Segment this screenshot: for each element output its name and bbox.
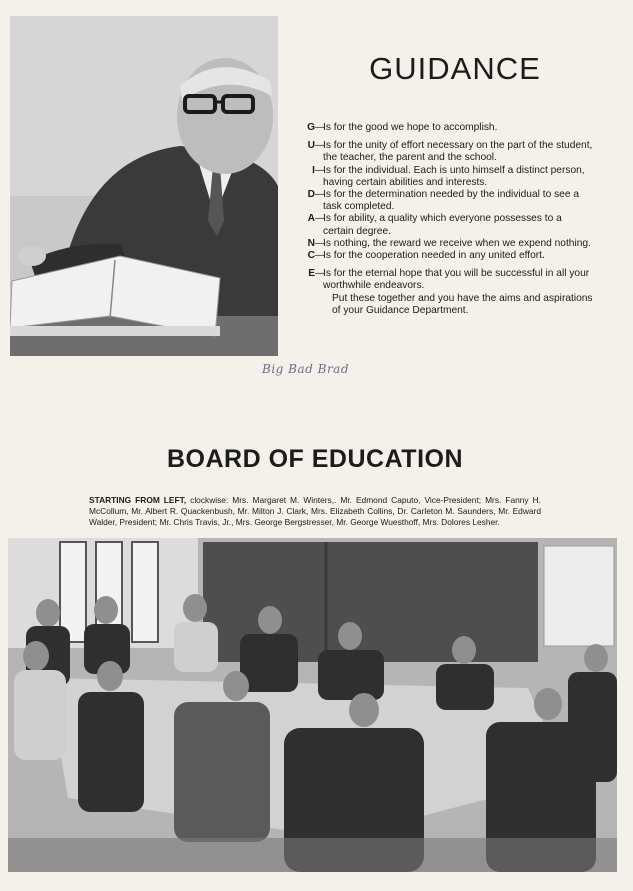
caption-lead: STARTING FROM LEFT, [89, 495, 187, 506]
acrostic-line-g: G — Is for the good we hope to accomplish. [305, 122, 595, 134]
acrostic-text: Is for ability, a quality which everyone possesses to a certain degree. [323, 213, 562, 237]
acrostic-letter: D [307, 189, 315, 201]
acrostic-text: Is for the unity of effort necessary on the part of the student, the teacher, the parent and the school. [323, 140, 593, 164]
acrostic-line-i: I — Is for the individual. Each is unto himself a distinct person, having certain abilities and interests. [305, 165, 595, 189]
acrostic-letter: G [307, 122, 315, 133]
acrostic-line-d: D — Is for the determination needed by the individual to see a task completed. [305, 189, 595, 213]
acrostic-letter: E [308, 268, 315, 280]
acrostic-text: Is for the cooperation needed in any united effort. [323, 250, 545, 262]
acrostic-text: Is for the good we hope to accomplish. [323, 122, 498, 133]
acrostic-letter: I [312, 164, 315, 176]
handwritten-signature: Big Bad Brad [262, 362, 350, 376]
acrostic-text: Is for the individual. Each is unto himself a distinct person, having certain abilities and interests. [323, 164, 585, 188]
board-of-education-photo [8, 538, 617, 872]
acrostic-line-e: E — Is for the eternal hope that you will be successful in all your worthwhile endeavors. [305, 268, 595, 292]
acrostic-line-u: U — Is for the unity of effort necessary on the part of the student, the teacher, the parent and the school. [305, 140, 595, 164]
guidance-title: GUIDANCE [369, 50, 541, 86]
acrostic-closing: Put these together and you have the aims and aspirations of your Guidance Department. [332, 292, 593, 316]
acrostic-letter: A [307, 213, 315, 225]
acrostic-letter: U [307, 140, 315, 152]
guidance-counselor-photo [10, 16, 278, 356]
caption-names: clockwise: Mrs. Margaret M. Winters,. Mr. Edmond Caputo, Vice-President; Mrs. Fanny H. McCollum, Mr. Albert R. Quackenbush, Mr. Milton J. Clark, Mrs. Elizabeth Collins, Dr. Carleton M. Saunders, Mr. Edward Walder, President; Mr. Chris Travis, Jr., Mrs. George Bergstresser, Mr. George Wuesthoff, Mrs. Dolores Lesher. [89, 495, 541, 528]
acrostic-text: Is nothing, the reward we receive when we expend nothing. [323, 237, 591, 249]
acrostic-text: Is for the eternal hope that you will be successful in all your worthwhile endeavors. [323, 268, 590, 292]
acrostic-text: Is for the determination needed by the individual to see a task completed. [323, 189, 579, 213]
board-caption [89, 495, 541, 528]
guidance-acrostic [305, 122, 595, 317]
acrostic-line-a: A — Is for ability, a quality which everyone possesses to a certain degree. [305, 213, 595, 237]
acrostic-line-c: C — Is for the cooperation needed in any united effort. [305, 250, 595, 262]
board-title: BOARD OF EDUCATION [166, 444, 464, 473]
acrostic-line-n: N — Is nothing, the reward we receive when we expend nothing. [305, 238, 595, 250]
acrostic-letter: N [307, 237, 315, 249]
acrostic-letter: C [307, 250, 315, 262]
